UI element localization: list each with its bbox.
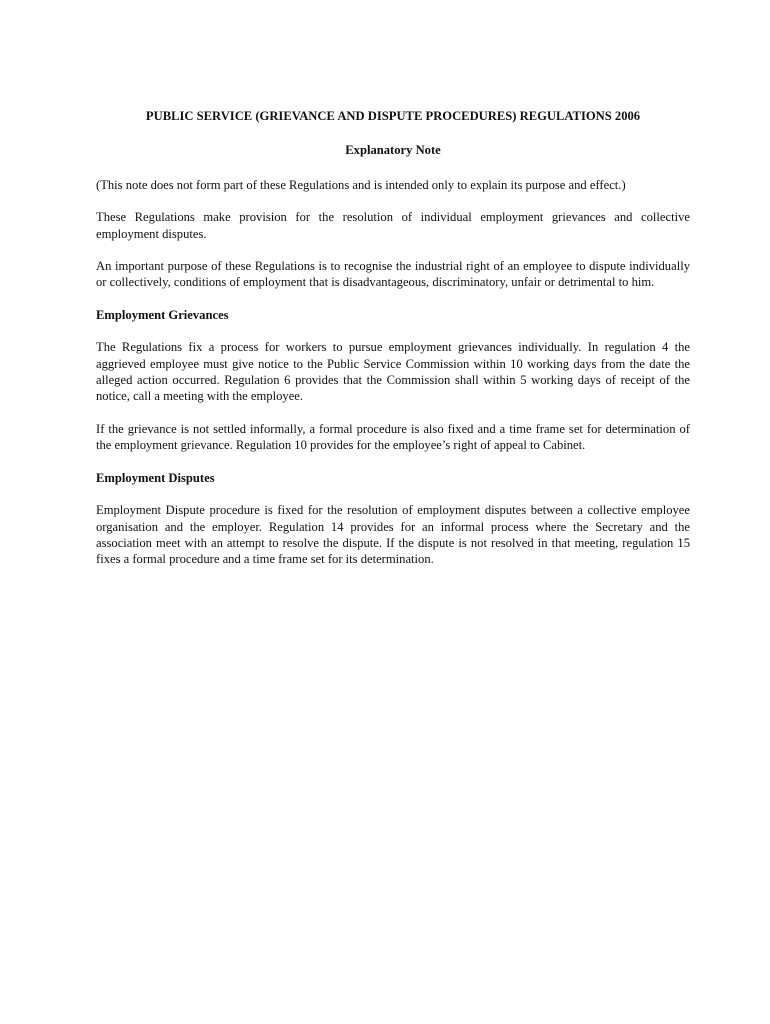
document-subtitle: Explanatory Note	[345, 143, 441, 158]
purpose-paragraph: An important purpose of these Regulations is to recognise the industrial right of an employee to dispute individually or collectively, conditions of employment that is disadvantageous, discriminatory, unfair or detrimental to him.	[96, 259, 690, 290]
disputes-paragraph-1: Employment Dispute procedure is fixed for the resolution of employment disputes between a collective employee organisation and the employer. Regulation 14 provides for an informal process where the Secretary and the association meet with an attempt to resolve the dispute. If the dispute is not resolved in that meeting, regulation 15 fixes a formal procedure and a time frame set for its determination.	[96, 503, 690, 567]
grievances-paragraph-1: The Regulations fix a process for workers to pursue employment grievances individually. In regulation 4 the aggrieved employee must give notice to the Public Service Commission within 10 working days from the date the alleged action occurred. Regulation 6 provides that the Commission shall within 5 working days of receipt of the notice, call a meeting with the employee.	[96, 340, 690, 404]
intro-note: (This note does not form part of these Regulations and is intended only to explain its purpose and effect.)	[96, 177, 626, 192]
document-title: PUBLIC SERVICE (GRIEVANCE AND DISPUTE PROCEDURES) REGULATIONS 2006	[145, 109, 641, 123]
disputes-heading: Employment Disputes	[96, 470, 215, 485]
grievances-heading: Employment Grievances	[96, 307, 229, 322]
grievances-paragraph-2: If the grievance is not settled informally, a formal procedure is also fixed and a time frame set for determination of the employment grievance. Regulation 10 provides for the employee’s right of appeal to Cabinet.	[96, 421, 690, 453]
document-page	[96, 108, 690, 584]
provision-paragraph: These Regulations make provision for the resolution of individual employment grievances and collective employment disputes.	[96, 210, 690, 241]
